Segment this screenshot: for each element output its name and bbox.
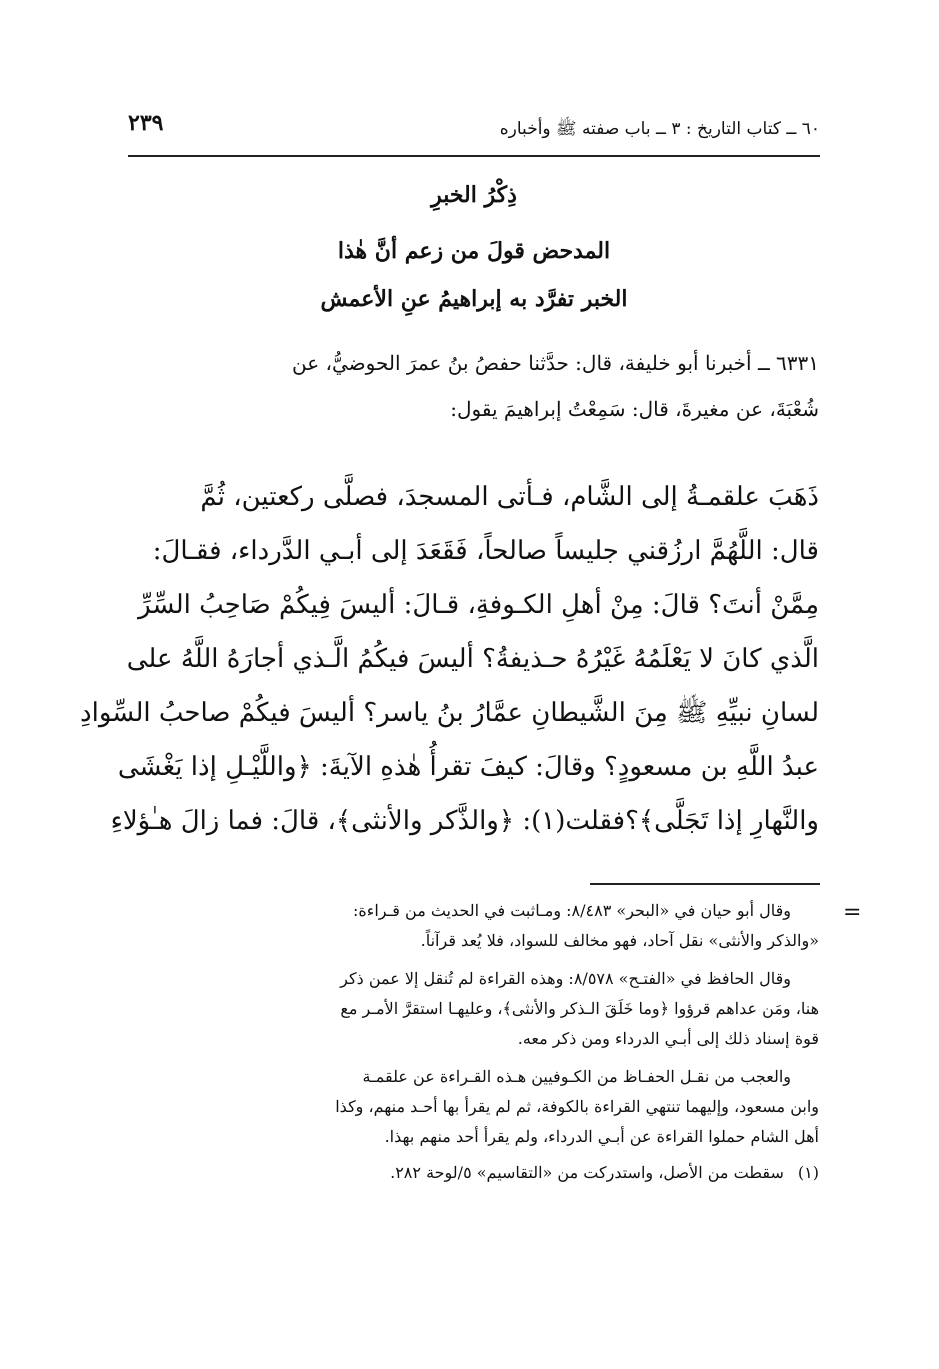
footnote-line: هنا، ومَن عداهم قرؤوا ﴿وما خَلَقَ الـذكر والأنثى﴾، وعليهـا استقرَّ الأمـر مع xyxy=(340,999,819,1018)
footnote-line: «والذكر والأنثى» نقل آحاد، فهو مخالف للسواد، فلا يُعد قرآناً. xyxy=(420,931,819,950)
isnad-line: ٦٣٣١ ــ أخبرنا أبو خليفة، قال: حدَّثنا حفصُ بنُ عمرَ الحوضيُّ، عن xyxy=(292,351,819,375)
footnote-text: سقطت من الأصل، واستدركت من «التقاسيم» ٥/لوحة ٢٨٢. xyxy=(390,1163,784,1182)
hadith-text xyxy=(80,470,819,848)
footnote-continuation-mark: = xyxy=(843,900,862,925)
chapter-subheading-line-1: المدحض قولَ من زعم أنَّ هٰذا xyxy=(337,238,611,264)
chapter-heading: ذِكْرُ الخبرِ xyxy=(431,182,517,208)
hadith-line: والنَّهارِ إذا تَجَلَّى﴾؟فقلت(١): ﴿والذَّكر والأنثى﴾، قالَ: فما زالَ هـٰؤلاءِ xyxy=(110,806,819,836)
hadith-line: لسانِ نبيِّهِ ﷺ مِنَ الشَّيطانِ عمَّارُ بنُ ياسر؟ أليسَ فيكُمْ صاحبُ السِّوادِ xyxy=(80,698,819,728)
footnotes xyxy=(119,896,819,1188)
header-rule xyxy=(128,155,820,157)
isnad-line: شُعْبَةَ، عن مغيرةَ، قال: سَمِعْتُ إبراهيمَ يقول: xyxy=(450,397,819,421)
hadith-line: قال: اللَّهُمَّ ارزُقني جليساً صالحاً، فَقَعَدَ إلى أبـي الدَّرداء، فقـالَ: xyxy=(152,536,819,566)
page-number: ٢٣٩ xyxy=(128,110,164,136)
footnote-line: أهل الشام حملوا القراءة عن أبـي الدرداء، ولم يقرأ أحد منهم بهذا. xyxy=(384,1127,819,1146)
footnote-marker: (١) xyxy=(797,1163,819,1182)
page-header xyxy=(128,108,820,156)
footnote-line: قوة إسناد ذلك إلى أبـي الدرداء ومن ذكر معه. xyxy=(517,1029,819,1048)
footnote-line: والعجب من نقـل الحفـاظ من الكـوفيين هـذه القـراءة عن علقمـة xyxy=(362,1067,791,1086)
hadith-line: الَّذي كانَ لا يَعْلَمُهُ غَيْرُهُ حـذيفةُ؟ أليسَ فيكُمُ الَّـذي أجارَهُ اللَّهُ على xyxy=(126,644,819,674)
isnad-block xyxy=(119,340,819,432)
running-title: ٦٠ ــ كتاب التاريخ : ٣ ــ باب صفته ﷺ وأخباره xyxy=(499,119,820,139)
chapter-subheading-line-2: الخبر تفرَّد به إبراهيمُ عنِ الأعمش xyxy=(320,286,628,312)
footnote-line: وقال الحافظ في «الفتـح» ٨/٥٧٨: وهذه القراءة لم تُنقل إلا عمن ذكر xyxy=(340,969,791,988)
footnote-rule xyxy=(590,883,820,885)
footnote-line: وقال أبو حيان في «البحر» ٨/٤٨٣: ومـاثبت في الحديث من قـراءة: xyxy=(353,901,791,920)
hadith-line: ذَهَبَ علقمـةُ إلى الشَّام، فـأتى المسجدَ، فصلَّى ركعتين، ثُمَّ xyxy=(200,482,819,512)
footnote-line: وابن مسعود، وإليهما تنتهي القراءة بالكوفة، ثم لم يقرأ بها أحـد منهم، وكذا xyxy=(335,1097,819,1116)
numbered-footnote xyxy=(119,1158,819,1188)
hadith-line: مِمَّنْ أنتَ؟ قالَ: مِنْ أهلِ الكـوفةِ، قـالَ: أليسَ فِيكُمْ صَاحِبُ السِّرِّ xyxy=(138,590,819,620)
hadith-line: عبدُ اللَّهِ بن مسعودٍ؟ وقالَ: كيفَ تقرأُ هٰذهِ الآيةَ: ﴿واللَّيْـلِ إذا يَغْشَى xyxy=(117,752,819,782)
